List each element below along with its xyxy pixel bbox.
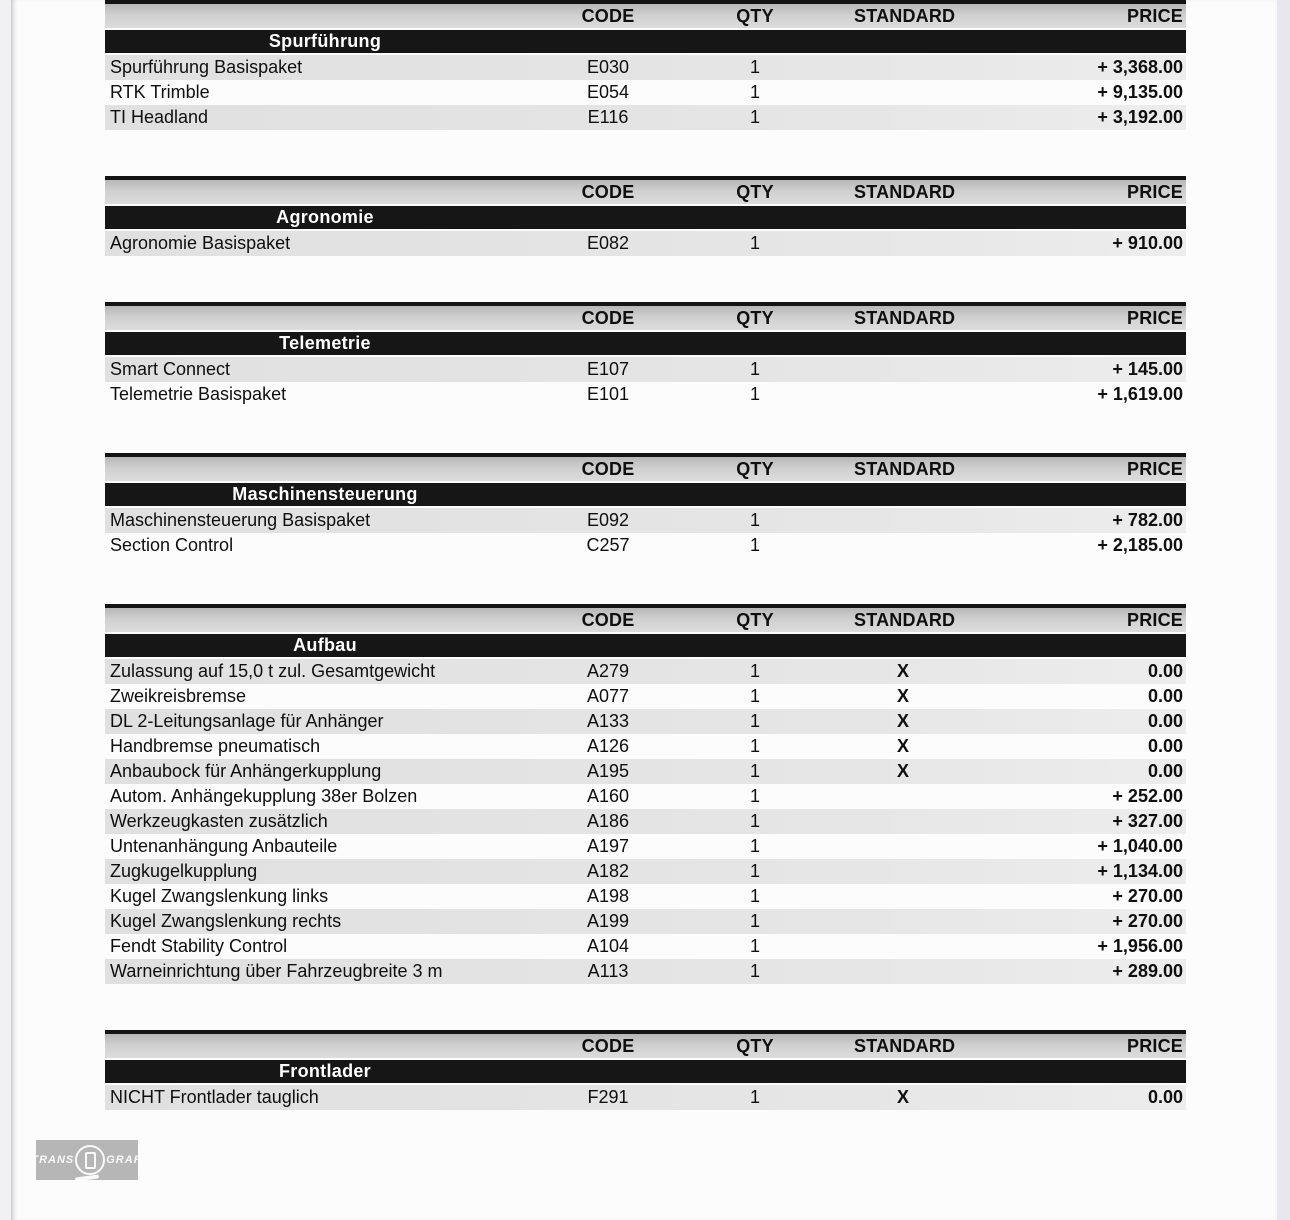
item-name-cell: Untenanhängung Anbauteile: [110, 836, 338, 856]
code-cell: F291: [587, 1087, 629, 1107]
item-name-cell: Zugkugelkupplung: [110, 861, 258, 881]
item-name-cell: Autom. Anhängekupplung 38er Bolzen: [110, 786, 418, 806]
section-rows: [105, 659, 1186, 984]
column-header-price: PRICE: [1126, 1035, 1183, 1056]
qty-cell: 1: [749, 911, 760, 931]
price-table-area: [105, 0, 1186, 1110]
column-header-standard: STANDARD: [854, 5, 956, 26]
price-cell: 0.00: [1147, 686, 1183, 706]
price-cell: 0.00: [1147, 661, 1183, 681]
item-name-cell: DL 2-Leitungsanlage für Anhänger: [110, 711, 384, 731]
section-rows: [105, 1085, 1186, 1110]
column-header-price: PRICE: [1126, 458, 1183, 479]
table-header-row: [105, 180, 1186, 204]
table-row: [105, 784, 1186, 809]
column-header-standard: STANDARD: [854, 181, 956, 202]
code-cell: A077: [586, 686, 630, 706]
qty-cell: 1: [749, 861, 760, 881]
item-name-cell: Fendt Stability Control: [110, 936, 288, 956]
price-cell: + 2,185.00: [1097, 535, 1183, 555]
column-header-code: CODE: [581, 458, 635, 479]
qty-cell: 1: [749, 535, 760, 555]
price-cell: + 1,956.00: [1097, 936, 1183, 956]
item-name-cell: Spurführung Basispaket: [110, 57, 303, 77]
section-title: Telemetrie: [279, 333, 371, 353]
watermark-circle-icon: [75, 1145, 105, 1175]
standard-cell: X: [896, 711, 909, 731]
section-title-bar: [105, 1060, 1186, 1083]
qty-cell: 1: [749, 836, 760, 856]
price-cell: + 9,135.00: [1097, 82, 1183, 102]
qty-cell: 1: [749, 811, 760, 831]
item-name-cell: Maschinensteuerung Basispaket: [110, 510, 371, 530]
price-cell: + 1,040.00: [1097, 836, 1183, 856]
section-rows: [105, 508, 1186, 558]
column-header-code: CODE: [581, 181, 635, 202]
column-header-code: CODE: [581, 609, 635, 630]
code-cell: E054: [586, 82, 630, 102]
item-name-cell: NICHT Frontlader tauglich: [110, 1087, 319, 1107]
qty-cell: 1: [749, 661, 760, 681]
price-cell: + 3,192.00: [1097, 107, 1183, 127]
code-cell: E030: [586, 57, 630, 77]
table-row: [105, 357, 1186, 382]
price-cell: 0.00: [1147, 736, 1183, 756]
item-name-cell: Telemetrie Basispaket: [110, 384, 287, 404]
table-row: [105, 859, 1186, 884]
table-row: [105, 231, 1186, 256]
table-row: [105, 959, 1186, 984]
column-header-qty: QTY: [736, 181, 774, 202]
price-cell: + 270.00: [1112, 911, 1183, 931]
qty-cell: 1: [749, 711, 760, 731]
table-row: [105, 934, 1186, 959]
code-cell: A198: [586, 886, 630, 906]
standard-cell: X: [896, 1087, 909, 1107]
column-header-qty: QTY: [736, 5, 774, 26]
section-title-bar: [105, 30, 1186, 53]
qty-cell: 1: [749, 384, 760, 404]
price-cell: + 1,134.00: [1097, 861, 1183, 881]
qty-cell: 1: [749, 107, 760, 127]
column-header-code: CODE: [581, 5, 635, 26]
code-cell: E116: [587, 107, 629, 127]
table-row: [105, 105, 1186, 130]
price-cell: + 270.00: [1112, 886, 1183, 906]
item-name-cell: RTK Trimble: [110, 82, 210, 102]
item-name-cell: TI Headland: [110, 107, 209, 127]
column-header-price: PRICE: [1126, 5, 1183, 26]
qty-cell: 1: [749, 886, 760, 906]
code-cell: A279: [586, 661, 630, 681]
qty-cell: 1: [749, 57, 760, 77]
table-row: [105, 533, 1186, 558]
item-name-cell: Kugel Zwangslenkung rechts: [110, 911, 342, 931]
table-row: [105, 55, 1186, 80]
price-table-section: [105, 176, 1186, 256]
price-cell: + 289.00: [1112, 961, 1183, 981]
code-cell: A199: [586, 911, 630, 931]
qty-cell: 1: [749, 82, 760, 102]
standard-cell: X: [896, 761, 909, 781]
item-name-cell: Agronomie Basispaket: [110, 233, 291, 253]
price-table-section: [105, 302, 1186, 407]
code-cell: A104: [586, 936, 630, 956]
column-header-code: CODE: [581, 307, 635, 328]
section-title: Maschinensteuerung: [232, 484, 418, 504]
item-name-cell: Anbaubock für Anhängerkupplung: [110, 761, 382, 781]
page-right-margin: [1275, 0, 1290, 1220]
table-row: [105, 909, 1186, 934]
watermark-text-left: TRANS: [31, 1154, 75, 1166]
standard-cell: X: [896, 661, 909, 681]
section-title-bar: [105, 483, 1186, 506]
item-name-cell: Zweikreisbremse: [110, 686, 247, 706]
code-cell: A133: [586, 711, 630, 731]
section-title-bar: [105, 634, 1186, 657]
price-table-section: [105, 1030, 1186, 1110]
table-row: [105, 734, 1186, 759]
qty-cell: 1: [749, 786, 760, 806]
price-cell: + 3,368.00: [1097, 57, 1183, 77]
code-cell: A186: [586, 811, 630, 831]
table-row: [105, 684, 1186, 709]
qty-cell: 1: [749, 510, 760, 530]
table-row: [105, 659, 1186, 684]
standard-cell: X: [896, 686, 909, 706]
table-header-row: [105, 4, 1186, 28]
item-name-cell: Zulassung auf 15,0 t zul. Gesamtgewicht: [110, 661, 436, 681]
qty-cell: 1: [749, 736, 760, 756]
section-rows: [105, 357, 1186, 407]
section-title: Agronomie: [276, 207, 374, 227]
price-table-section: [105, 453, 1186, 558]
table-row: [105, 884, 1186, 909]
item-name-cell: Handbremse pneumatisch: [110, 736, 321, 756]
price-table-section: [105, 604, 1186, 984]
section-title: Frontlader: [278, 1061, 371, 1081]
qty-cell: 1: [749, 1087, 760, 1107]
price-cell: 0.00: [1147, 761, 1183, 781]
item-name-cell: Warneinrichtung über Fahrzeugbreite 3 m: [110, 961, 443, 981]
column-header-qty: QTY: [736, 458, 774, 479]
price-cell: + 910.00: [1112, 233, 1183, 253]
column-header-standard: STANDARD: [854, 458, 956, 479]
column-header-standard: STANDARD: [854, 1035, 956, 1056]
table-row: [105, 759, 1186, 784]
qty-cell: 1: [749, 961, 760, 981]
column-header-qty: QTY: [736, 609, 774, 630]
code-cell: E092: [586, 510, 630, 530]
section-rows: [105, 55, 1186, 130]
code-cell: E107: [586, 359, 630, 379]
table-row: [105, 80, 1186, 105]
price-cell: 0.00: [1147, 1087, 1183, 1107]
price-cell: + 145.00: [1112, 359, 1183, 379]
code-cell: A195: [586, 761, 630, 781]
item-name-cell: Kugel Zwangslenkung links: [110, 886, 329, 906]
qty-cell: 1: [749, 761, 760, 781]
item-name-cell: Smart Connect: [110, 359, 231, 379]
column-header-price: PRICE: [1126, 181, 1183, 202]
code-cell: A182: [586, 861, 630, 881]
qty-cell: 1: [749, 233, 760, 253]
price-cell: 0.00: [1147, 711, 1183, 731]
column-header-qty: QTY: [736, 307, 774, 328]
code-cell: A113: [587, 961, 629, 981]
price-cell: + 1,619.00: [1097, 384, 1183, 404]
code-cell: A126: [586, 736, 630, 756]
standard-cell: X: [896, 736, 909, 756]
section-rows: [105, 231, 1186, 256]
column-header-code: CODE: [581, 1035, 635, 1056]
table-header-row: [105, 306, 1186, 330]
code-cell: E082: [586, 233, 630, 253]
qty-cell: 1: [749, 359, 760, 379]
table-row: [105, 508, 1186, 533]
code-cell: A160: [586, 786, 630, 806]
price-cell: + 252.00: [1112, 786, 1183, 806]
code-cell: C257: [586, 535, 630, 555]
table-row: [105, 382, 1186, 407]
column-header-price: PRICE: [1126, 307, 1183, 328]
item-name-cell: Werkzeugkasten zusätzlich: [110, 811, 328, 831]
watermark-text-right: GRAR: [106, 1154, 143, 1166]
code-cell: A197: [586, 836, 630, 856]
item-name-cell: Section Control: [110, 535, 234, 555]
table-row: [105, 709, 1186, 734]
table-row: [105, 809, 1186, 834]
table-header-row: [105, 608, 1186, 632]
column-header-qty: QTY: [736, 1035, 774, 1056]
column-header-price: PRICE: [1126, 609, 1183, 630]
price-table-section: [105, 0, 1186, 130]
qty-cell: 1: [749, 686, 760, 706]
qty-cell: 1: [749, 936, 760, 956]
price-cell: + 327.00: [1112, 811, 1183, 831]
section-title-bar: [105, 206, 1186, 229]
code-cell: E101: [586, 384, 630, 404]
column-header-standard: STANDARD: [854, 609, 956, 630]
price-cell: + 782.00: [1112, 510, 1183, 530]
table-header-row: [105, 457, 1186, 481]
column-header-standard: STANDARD: [854, 307, 956, 328]
section-title-bar: [105, 332, 1186, 355]
watermark-logo: [31, 1140, 143, 1180]
table-header-row: [105, 1034, 1186, 1058]
section-title: Spurführung: [268, 31, 382, 51]
table-row: [105, 1085, 1186, 1110]
section-title: Aufbau: [293, 635, 357, 655]
table-row: [105, 834, 1186, 859]
